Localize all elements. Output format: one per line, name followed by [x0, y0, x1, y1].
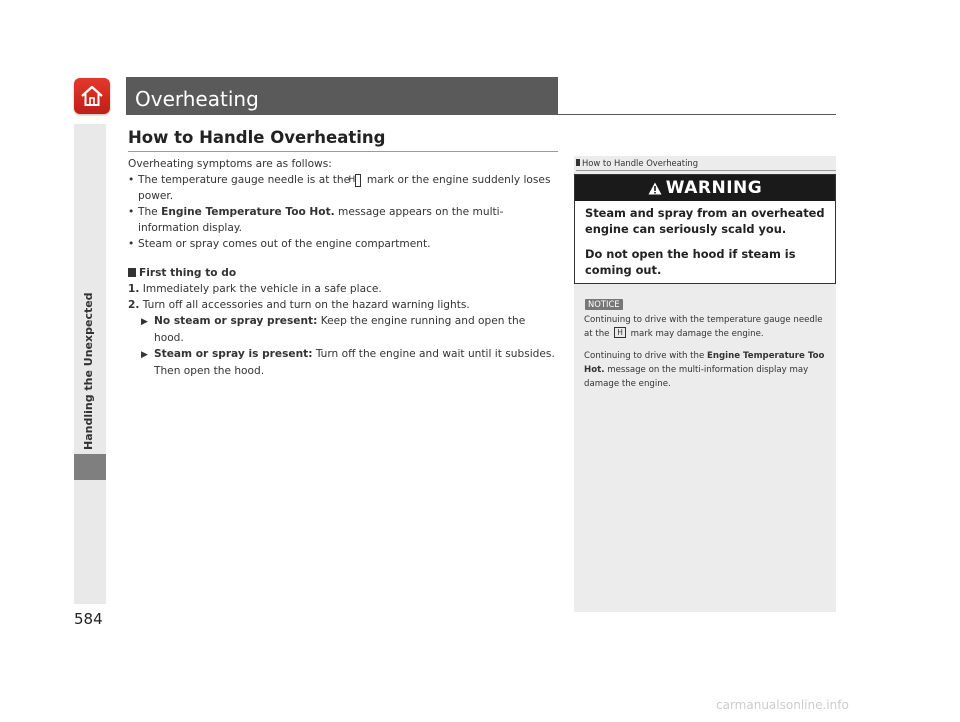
chapter-tab-active[interactable]: [74, 454, 106, 480]
warning-box: [574, 174, 836, 284]
page-heading: How to Handle Overheating: [128, 128, 558, 152]
page-number: 584: [74, 610, 103, 628]
notice-badge: NOTICE: [585, 299, 623, 310]
chapter-tab-strip-lower: [74, 480, 106, 604]
section-title-bar: [126, 77, 558, 115]
chapter-label: Handling the Unexpected: [82, 292, 95, 450]
warning-header: WARNING: [575, 175, 835, 201]
gauge-h-mark: H: [355, 174, 361, 187]
ref-marker-icon: [576, 159, 580, 166]
step-item: 1. Immediately park the vehicle in a safe place.: [128, 283, 382, 295]
arrow-right-icon: ▶: [141, 317, 148, 327]
watermark: carmanualsonline.info: [716, 698, 849, 712]
arrow-right-icon: ▶: [141, 350, 148, 360]
main-content: [128, 156, 558, 379]
symptom-item: • The Engine Temperature Too Hot. message appears on the multi-information display.: [128, 206, 504, 234]
option-item: ▶ Steam or spray is present: Turn off the engine and wait until it subsides. Then open the hood.: [141, 348, 555, 377]
warning-text: Steam and spray from an overheated engine can seriously scald you.: [585, 206, 825, 236]
gauge-h-mark: H: [614, 327, 626, 338]
step-item: 2. Turn off all accessories and turn on the hazard warning lights.: [128, 299, 470, 311]
notice-text: Continuing to drive with the Engine Temperature Too Hot. message on the multi-information display may damage the engine.: [584, 351, 825, 389]
home-button[interactable]: [74, 78, 110, 114]
side-note-title: How to Handle Overheating: [576, 158, 836, 171]
home-icon: [79, 83, 105, 109]
square-bullet-icon: [128, 268, 136, 277]
warning-triangle-icon: [648, 182, 662, 195]
symptom-item: • The temperature gauge needle is at the H mark or the engine suddenly loses power.: [128, 174, 551, 202]
option-item: ▶ No steam or spray present: Keep the engine running and open the hood.: [141, 315, 526, 344]
symptom-item: • Steam or spray comes out of the engine compartment.: [128, 238, 431, 250]
section-rule: [558, 114, 836, 115]
warning-text: Do not open the hood if steam is coming out.: [585, 247, 796, 277]
notice-text: Continuing to drive with the temperature gauge needle at the H mark may damage the engine.: [584, 315, 823, 339]
intro-text: Overheating symptoms are as follows:: [128, 158, 332, 170]
notice-content: [584, 313, 830, 399]
section-title: Overheating: [135, 87, 259, 111]
first-thing-heading: First thing to do: [128, 265, 558, 281]
